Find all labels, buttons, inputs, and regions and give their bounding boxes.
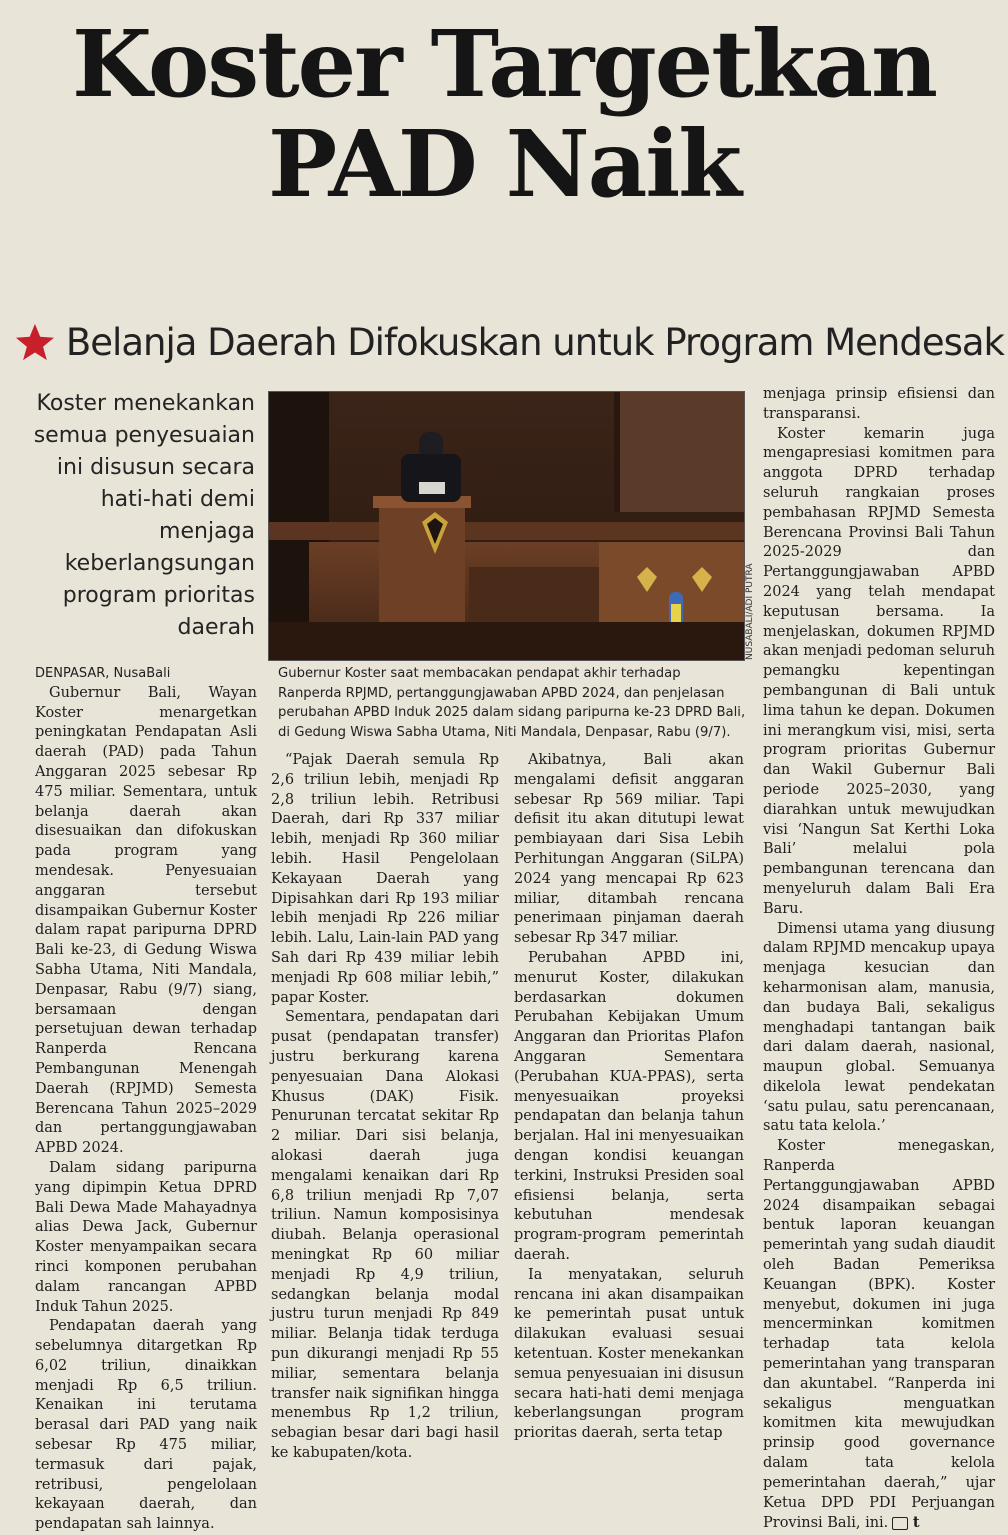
article-column-3 [514, 751, 744, 1444]
paragraph: Sementara, pendapatan dari pusat (pendapatan transfer) justru berkurang karena penyesuaian Dana Alokasi Khusus (DAK) Fisik. Penurunan tercatat sekitar Rp 2 miliar. Dari sisi belanja, alokasi daerah juga mengalami kenaikan dari Rp 6,8 triliun menjadi Rp 7,07 triliun. Namun komposisinya diubah. Belanja operasional meningkat Rp 60 miliar menjadi Rp 4,9 triliun, sedangkan belanja modal justru turun menjadi Rp 849 miliar. Belanja tidak terduga pun dikurangi menjadi Rp 55 miliar, sementara belanja transfer naik signifikan hingga menembus Rp 1,2 triliun, sebagian besar dari bagi hasil ke kabupaten/kota. [271, 1009, 499, 1461]
subheadline: Belanja Daerah Difokuskan untuk Program Mendesak [65, 320, 1004, 364]
paragraph: Koster kemarin juga mengapresiasi komitmen para anggota DPRD terhadap seluruh rangkaian proses pembahasan RPJMD Semesta Berencana Provinsi Bali Tahun 2025-2029 dan Pertanggungjawaban APBD 2024 yang telah mendapat keputusan bersama. Ia menjelaskan, dokumen RPJMD akan menjadi pedoman seluruh pemangku kepentingan pembangunan di Bali untuk lima tahun ke depan. Dokumen ini merangkum visi, misi, serta program prioritas Gubernur dan Wakil Gubernur Bali periode 2025–2030, yang diarahkan untuk mewujudkan visi ‘Nangun Sat Kerthi Loka Bali’ melalui pola pembangunan terencana dan menyeluruh dalam Bali Era Baru. [763, 425, 995, 917]
paragraph-final [763, 1137, 995, 1534]
article-column-1 [35, 664, 257, 1535]
headline-line-2: PAD Naik [267, 110, 741, 218]
subheadline-row [14, 314, 1004, 370]
paragraph-text: Koster menegaskan, Ranperda Pertanggungjawaban APBD 2024 disampaikan sebagai bentuk laporan keuangan pemerintah yang sudah diaudit oleh Badan Pemeriksa Keuangan (BPK). Koster menyebut, dokumen ini juga mencerminkan komitmen terhadap tata kelola pemerintahan yang transparan dan akuntabel. “Ranperda ini sekaligus menguatkan komitmen kita mewujudkan prinsip good governance dalam tata kelola pemerintahan daerah,” ujar Ketua DPD PDI Perjuangan Provinsi Bali, ini. [763, 1138, 995, 1532]
star-icon [14, 320, 56, 364]
headline-line-1: Koster Targetkan [72, 10, 936, 118]
paragraph: Perubahan APBD ini, menurut Koster, dilakukan berdasarkan dokumen Perubahan Kebijakan Umum Anggaran dan Prioritas Plafon Anggaran Sementara (Perubahan KUA-PPAS), serta menyesuaikan proyeksi pendapatan dan belanja tahun berjalan. Hal ini menyesuaikan dengan kondisi keuangan terkini, Instruksi Presiden soal efisiensi belanja, serta kebutuhan mendesak program-program pemerintah daerah. [514, 949, 744, 1263]
pull-quote: Koster menekankan semua penyesuaian ini disusun secara hati-hati demi menjaga keberlangsungan program prioritas daerah [33, 391, 255, 640]
paragraph: Pendapatan daerah yang sebelumnya ditargetkan Rp 6,02 triliun, dinaikkan menjadi Rp 6,5 triliun. Kenaikan ini terutama berasal dari PAD yang naik sebesar Rp 475 miliar, termasuk dari pajak, retribusi, pengelolaan kekayaan daerah, dan pendapatan sah lainnya. [35, 1318, 257, 1533]
paragraph: menjaga prinsip efisiensi dan transparansi. [763, 386, 995, 422]
photo-illustration [269, 392, 744, 660]
photo-caption: Gubernur Koster saat membacakan pendapat akhir terhadap Ranperda RPJMD, pertanggungjawaban APBD 2024, dan penjelasan perubahan APBD Induk 2025 dalam sidang paripurna ke-23 DPRD Bali, di Gedung Wiswa Sabha Utama, Niti Mandala, Denpasar, Rabu (9/7). [278, 666, 746, 740]
article-column-2 [271, 751, 499, 1464]
paragraph: Dimensi utama yang diusung dalam RPJMD mencakup upaya menjaga kesucian dan keharmonisan alam, manusia, dan budaya Bali, sekaligus menghadapi tantangan baik dari dalam daerah, nasional, maupun global. Semuanya dikelola lewat pendekatan ‘satu pulau, satu perencanaan, satu tata kelola.’ [763, 920, 995, 1135]
photo-credit: NUSABALI/ADI PUTRA [745, 563, 755, 660]
dateline: DENPASAR, NusaBali [35, 666, 171, 681]
article-column-4 [763, 385, 995, 1534]
paragraph: “Pajak Daerah semula Rp 2,6 triliun lebih, menjadi Rp 2,8 triliun lebih. Retribusi Daerah, dari Rp 337 miliar lebih, menjadi Rp 360 miliar lebih. Hasil Pengelolaan Kekayaan Daerah yang Dipisahkan dari Rp 193 miliar lebih menjadi Rp 226 miliar lebih. Lalu, Lain-lain PAD yang Sah dari Rp 439 miliar lebih menjadi Rp 608 miliar lebih,” papar Koster. [271, 752, 499, 1006]
end-mark-letter: t [912, 1514, 920, 1532]
paragraph: Akibatnya, Bali akan mengalami defisit anggaran sebesar Rp 569 miliar. Tapi defisit itu akan ditutupi lewat pembiayaan dari Sisa Lebih Perhitungan Anggaran (SiLPA) 2024 yang mencapai Rp 623 miliar, ditambah rencana penerimaan pinjaman daerah sebesar Rp 347 miliar. [514, 752, 744, 947]
end-mark-icon [892, 1517, 908, 1530]
paragraph: Ia menyatakan, seluruh rencana ini akan disampaikan ke pemerintah pusat untuk dilakukan evaluasi sesuai ketentuan. Koster menekankan semua penyesuaian ini disusun secara hati-hati demi menjaga keberlangsungan program prioritas daerah, serta tetap [514, 1266, 744, 1442]
paragraph: Gubernur Bali, Wayan Koster menargetkan peningkatan Pendapatan Asli daerah (PAD) pada Tahun Anggaran 2025 sebesar Rp 475 miliar. Sementara, untuk belanja daerah akan disesuaikan dan difokuskan pada program yang mendesak. Penyesuaian anggaran tersebut disampaikan Gubernur Koster dalam rapat paripurna DPRD Bali ke-23, di Gedung Wiswa Sabha Utama, Niti Mandala, Denpasar, Rabu (9/7) siang, bersamaan dengan persetujuan dewan terhadap Ranperda Rencana Pembangunan Menengah Daerah (RPJMD) Semesta Berencana Tahun 2025–2029 dan pertanggungjawaban APBD 2024. [35, 684, 257, 1157]
headline [0, 10, 1008, 218]
news-photo [268, 391, 745, 661]
paragraph: Dalam sidang paripurna yang dipimpin Ketua DPRD Bali Dewa Made Mahayadnya alias Dewa Jack, Gubernur Koster menyampaikan secara rinci komponen perubahan dalam rancangan APBD Induk Tahun 2025. [35, 1159, 257, 1315]
